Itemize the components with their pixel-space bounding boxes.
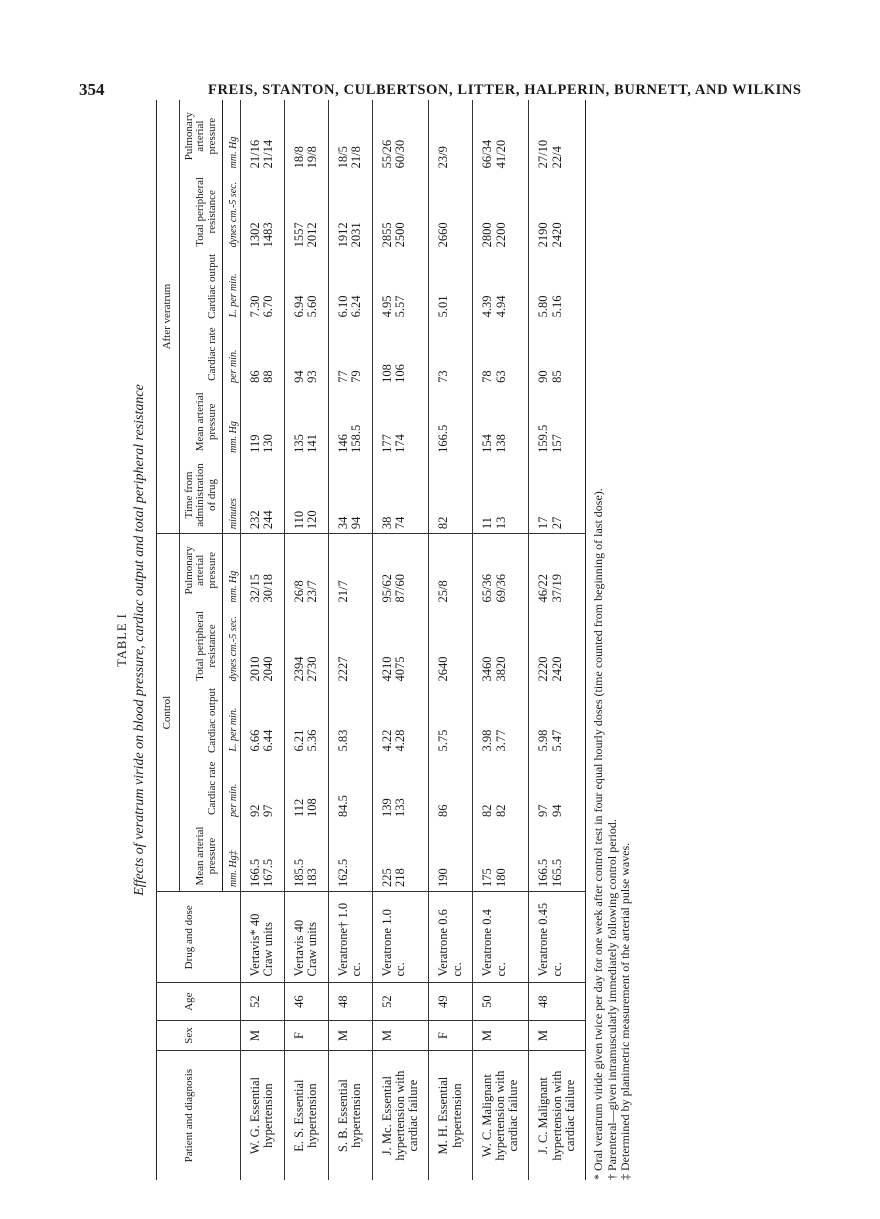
control-tpr-value: 2640 [436, 656, 451, 682]
patient-cell: E. S. Essential hypertension [284, 1051, 328, 1180]
table-row [473, 100, 529, 1180]
after-map-value: 174 [393, 434, 408, 453]
after-pap-value: 18/8 [291, 146, 306, 169]
after-output-cell [372, 251, 428, 321]
control-pap-value: 21/7 [335, 580, 350, 603]
patient-cell: W. C. Malignant hypertension with cardiac failure [473, 1051, 529, 1180]
drug-cell: Veratrone 0.4 cc. [473, 892, 529, 983]
after-time-value: 11 [480, 517, 495, 530]
after-output-cell [328, 251, 372, 321]
footnote-2: † Parenteral—given intramuscularly immediately following control period. [604, 819, 619, 1180]
after-pap-cell [372, 100, 428, 172]
after-output-cell [284, 251, 328, 321]
control-map-cell [473, 821, 529, 892]
age-cell: 48 [328, 983, 372, 1020]
header-control-output: Cardiac output [179, 686, 223, 756]
after-rate-value: 78 [480, 370, 495, 383]
after-pap-cell [473, 100, 529, 172]
control-pap-value: 69/36 [493, 573, 508, 603]
after-time-value: 17 [536, 516, 551, 530]
after-rate-value: 88 [261, 370, 276, 383]
control-output-value: 5.75 [436, 729, 451, 752]
after-map-value: 157 [549, 434, 564, 453]
after-tpr-value: 1557 [291, 222, 306, 248]
control-output-value: 6.44 [261, 729, 276, 752]
after-time-value: 38 [379, 516, 394, 530]
after-tpr-value: 1483 [261, 222, 276, 248]
after-time-value: 74 [393, 516, 408, 530]
control-rate-value: 82 [480, 804, 495, 817]
control-map-value: 166.5 [536, 858, 551, 888]
control-output-cell [473, 686, 529, 756]
patient-cell: J. Mc. Essential hypertension with cardiac failure [372, 1051, 428, 1180]
age-cell: 48 [529, 983, 585, 1020]
control-rate-cell [284, 756, 328, 821]
patient-cell: S. B. Essential hypertension [328, 1051, 372, 1180]
after-time-value: 110 [291, 510, 306, 530]
after-tpr-value: 2190 [536, 222, 551, 248]
drug-cell: Vertavis* 40 Craw units [240, 892, 284, 983]
after-map-value: 159.5 [536, 424, 551, 453]
after-map-cell [372, 387, 428, 457]
header-after-tpr: Total peripheral resistance [179, 172, 223, 251]
control-rate-value: 112 [291, 798, 306, 817]
after-time-cell [429, 457, 473, 534]
after-tpr-cell [529, 172, 585, 251]
header-after-pap: Pulmonary arterial pressure [179, 100, 223, 172]
control-output-cell [529, 686, 585, 756]
after-tpr-value: 1302 [247, 222, 262, 248]
control-map-value: 183 [305, 868, 320, 888]
after-time-value: 13 [493, 516, 508, 530]
table-row [328, 100, 372, 1180]
control-tpr-value: 2010 [247, 656, 262, 682]
control-tpr-cell [284, 606, 328, 685]
drug-cell: Veratrone 0.45 cc. [529, 892, 585, 983]
control-pap-cell [529, 534, 585, 607]
control-pap-cell [473, 534, 529, 607]
control-map-value: 162.5 [335, 858, 350, 888]
control-pap-value: 26/8 [291, 580, 306, 603]
after-output-value: 7.30 [247, 295, 262, 318]
control-map-cell [240, 821, 284, 892]
control-pap-value: 37/19 [549, 573, 564, 603]
after-rate-cell [372, 321, 428, 386]
control-rate-cell [529, 756, 585, 821]
running-head: FREIS, STANTON, CULBERTSON, LITTER, HALPERIN, BURNETT, AND WILKINS [208, 82, 802, 98]
after-output-value: 5.57 [393, 295, 408, 318]
control-pap-cell [284, 534, 328, 607]
control-pap-value: 46/22 [536, 573, 551, 603]
after-pap-cell [240, 100, 284, 172]
after-tpr-value: 2420 [549, 222, 564, 248]
control-map-value: 165.5 [549, 858, 564, 888]
control-map-value: 190 [436, 868, 451, 888]
control-output-value: 5.36 [305, 729, 320, 752]
after-tpr-value: 2660 [436, 222, 451, 248]
control-tpr-value: 3820 [493, 656, 508, 682]
after-time-cell [529, 457, 585, 534]
after-map-value: 119 [247, 434, 262, 453]
control-output-value: 4.22 [379, 729, 394, 752]
after-time-value: 34 [335, 516, 350, 530]
header-age: Age [157, 983, 223, 1020]
after-tpr-value: 2500 [393, 222, 408, 248]
after-map-value: 154 [480, 434, 495, 453]
control-tpr-cell [473, 606, 529, 685]
footnotes [592, 100, 633, 1180]
after-map-cell [240, 387, 284, 457]
after-tpr-value: 2012 [305, 222, 320, 248]
drug-cell: Veratrone 0.6 cc. [429, 892, 473, 983]
after-output-value: 4.94 [493, 295, 508, 318]
after-map-cell [284, 387, 328, 457]
control-output-value: 4.28 [393, 729, 408, 752]
unit-control-rate: per min. [228, 783, 240, 817]
after-rate-value: 79 [349, 370, 364, 383]
after-map-value: 146 [335, 434, 350, 453]
control-map-cell [529, 821, 585, 892]
age-cell: 49 [429, 983, 473, 1020]
after-rate-cell [240, 321, 284, 386]
control-pap-cell [328, 534, 372, 607]
footnote-1: * Oral veratrum viride given twice per day for one week after control test in four equal hourly doses (time counted from beginning of last dose). [590, 488, 605, 1180]
after-rate-cell [328, 321, 372, 386]
control-rate-cell [328, 756, 372, 821]
after-pap-value: 21/14 [261, 139, 276, 169]
after-rate-cell [529, 321, 585, 386]
after-output-cell [473, 251, 529, 321]
control-map-cell [284, 821, 328, 892]
after-tpr-value: 2800 [480, 222, 495, 248]
after-output-value: 5.60 [305, 295, 320, 318]
control-output-cell [328, 686, 372, 756]
after-map-value: 138 [493, 434, 508, 453]
unit-control-map: mm. Hg‡ [228, 850, 240, 888]
header-patient: Patient and diagnosis [157, 1051, 223, 1180]
control-rate-value: 92 [247, 804, 262, 817]
header-control-map: Mean arterial pressure [179, 821, 223, 892]
after-output-value: 6.94 [291, 295, 306, 318]
control-tpr-cell [372, 606, 428, 685]
after-pap-cell [429, 100, 473, 172]
control-rate-cell [372, 756, 428, 821]
control-map-value: 180 [493, 868, 508, 888]
after-tpr-cell [328, 172, 372, 251]
control-output-value: 6.66 [247, 729, 262, 752]
after-output-value: 6.70 [261, 295, 276, 318]
after-map-value: 166.5 [436, 424, 451, 453]
control-pap-value: 23/7 [305, 580, 320, 603]
after-pap-value: 21/8 [349, 146, 364, 169]
control-map-cell [372, 821, 428, 892]
after-rate-value: 94 [291, 370, 306, 383]
after-rate-value: 63 [493, 370, 508, 383]
unit-after-pap: mm. Hg [228, 136, 240, 169]
after-tpr-cell [284, 172, 328, 251]
after-output-value: 6.10 [335, 295, 350, 318]
after-map-value: 177 [379, 434, 394, 453]
patient-cell: M. H. Essential hypertension [429, 1051, 473, 1180]
control-tpr-value: 2730 [305, 656, 320, 682]
footnote-3: ‡ Determined by planimetric measurement of the arterial pulse waves. [618, 842, 633, 1180]
rotated-table-frame [112, 100, 782, 1180]
after-rate-value: 86 [247, 370, 262, 383]
sex-cell: M [328, 1020, 372, 1050]
control-tpr-value: 3460 [480, 656, 495, 682]
after-pap-value: 21/16 [247, 139, 262, 169]
after-rate-value: 90 [536, 370, 551, 383]
header-drug: Drug and dose [157, 892, 223, 983]
control-rate-value: 94 [549, 804, 564, 817]
after-rate-cell [473, 321, 529, 386]
table-row [429, 100, 473, 1180]
drug-cell: Veratrone 1.0 cc. [372, 892, 428, 983]
after-rate-value: 108 [379, 364, 394, 383]
control-rate-value: 139 [379, 798, 394, 817]
after-map-value: 130 [261, 434, 276, 453]
after-time-value: 94 [349, 516, 364, 530]
control-tpr-cell [240, 606, 284, 685]
control-tpr-value: 2220 [536, 656, 551, 682]
after-output-value: 4.39 [480, 295, 495, 318]
after-pap-value: 66/34 [480, 139, 495, 169]
age-cell: 50 [473, 983, 529, 1020]
control-output-value: 5.47 [549, 729, 564, 752]
after-tpr-value: 2200 [493, 222, 508, 248]
control-tpr-value: 4210 [379, 656, 394, 682]
table-row [529, 100, 585, 1180]
header-control-tpr: Total peripheral resistance [179, 606, 223, 685]
after-tpr-value: 1912 [335, 222, 350, 248]
control-output-cell [284, 686, 328, 756]
after-map-cell [328, 387, 372, 457]
after-pap-cell [284, 100, 328, 172]
after-time-value: 27 [549, 516, 564, 530]
control-pap-cell [372, 534, 428, 607]
control-tpr-cell [429, 606, 473, 685]
after-tpr-cell [372, 172, 428, 251]
control-tpr-value: 2394 [291, 656, 306, 682]
control-rate-value: 133 [393, 798, 408, 817]
after-pap-value: 27/10 [536, 139, 551, 169]
control-output-cell [240, 686, 284, 756]
unit-after-output: L. per min. [228, 273, 240, 318]
control-rate-value: 108 [305, 798, 320, 817]
after-map-cell [429, 387, 473, 457]
control-rate-value: 84.5 [335, 795, 350, 817]
after-map-value: 141 [305, 434, 320, 453]
unit-control-tpr: dynes cm.-5 sec. [228, 615, 240, 682]
after-time-value: 232 [247, 510, 262, 530]
control-tpr-value: 2227 [335, 656, 350, 682]
after-output-value: 4.95 [379, 295, 394, 318]
after-tpr-cell [473, 172, 529, 251]
control-tpr-value: 2040 [261, 656, 276, 682]
after-time-value: 244 [261, 510, 276, 530]
rotated-table-content [112, 100, 782, 1180]
control-rate-cell [429, 756, 473, 821]
after-tpr-cell [240, 172, 284, 251]
table-caption: TABLE I [115, 613, 129, 667]
control-map-value: 175 [480, 868, 495, 888]
control-tpr-value: 2420 [549, 656, 564, 682]
sex-cell: M [473, 1020, 529, 1050]
control-output-cell [372, 686, 428, 756]
table-row [372, 100, 428, 1180]
after-rate-cell [429, 321, 473, 386]
age-cell: 46 [284, 983, 328, 1020]
header-after-output: Cardiac output [179, 251, 223, 321]
unit-after-map: mm. Hg [228, 421, 240, 453]
after-rate-value: 85 [549, 370, 564, 383]
after-rate-value: 93 [305, 370, 320, 383]
control-output-value: 3.77 [493, 729, 508, 752]
unit-after-tpr: dynes cm.-5 sec. [228, 181, 240, 248]
after-output-cell [240, 251, 284, 321]
sex-cell: F [284, 1020, 328, 1050]
control-pap-value: 30/18 [261, 573, 276, 603]
control-pap-value: 87/60 [393, 573, 408, 603]
control-pap-value: 65/36 [480, 573, 495, 603]
control-output-cell [429, 686, 473, 756]
header-control-rate: Cardiac rate [179, 756, 223, 821]
after-pap-value: 19/8 [305, 146, 320, 169]
control-map-cell [429, 821, 473, 892]
control-rate-cell [240, 756, 284, 821]
sex-cell: M [529, 1020, 585, 1050]
after-pap-value: 18/5 [335, 146, 350, 169]
unit-control-output: L. per min. [228, 707, 240, 752]
after-output-value: 5.01 [436, 295, 451, 318]
after-output-value: 5.16 [549, 295, 564, 318]
control-map-value: 225 [379, 868, 394, 888]
after-rate-cell [284, 321, 328, 386]
control-tpr-cell [328, 606, 372, 685]
header-group-after: After veratrum [157, 100, 180, 534]
control-pap-cell [240, 534, 284, 607]
after-output-value: 6.24 [349, 295, 364, 318]
control-pap-cell [429, 534, 473, 607]
after-pap-cell [529, 100, 585, 172]
unit-after-time: minutes [228, 498, 240, 530]
after-pap-value: 23/9 [436, 146, 451, 169]
after-map-cell [529, 387, 585, 457]
drug-cell: Veratrone† 1.0 cc. [328, 892, 372, 983]
after-pap-value: 41/20 [493, 139, 508, 169]
control-rate-value: 97 [536, 804, 551, 817]
control-rate-value: 82 [493, 804, 508, 817]
header-sex: Sex [157, 1020, 223, 1050]
table-row [240, 100, 284, 1180]
after-map-value: 135 [291, 434, 306, 453]
after-rate-value: 77 [335, 370, 350, 383]
control-tpr-value: 4075 [393, 656, 408, 682]
after-time-cell [372, 457, 428, 534]
after-time-value: 82 [436, 516, 451, 530]
after-time-cell [284, 457, 328, 534]
after-output-value: 5.80 [536, 295, 551, 318]
control-pap-value: 95/62 [379, 573, 394, 603]
after-output-cell [429, 251, 473, 321]
control-map-value: 185.5 [291, 858, 306, 888]
after-pap-value: 60/30 [393, 139, 408, 169]
after-pap-cell [328, 100, 372, 172]
control-output-value: 5.98 [536, 729, 551, 752]
control-map-cell [328, 821, 372, 892]
after-time-cell [473, 457, 529, 534]
header-after-time: Time from administration of drug [179, 457, 223, 534]
control-rate-value: 86 [436, 804, 451, 817]
patient-cell: W. G. Essential hypertension [240, 1051, 284, 1180]
after-pap-value: 55/26 [379, 139, 394, 169]
header-after-map: Mean arterial pressure [179, 387, 223, 457]
unit-after-rate: per min. [228, 349, 240, 383]
after-tpr-cell [429, 172, 473, 251]
control-map-value: 166.5 [247, 858, 262, 888]
header-control-pap: Pulmonary arterial pressure [179, 534, 223, 607]
control-output-value: 6.21 [291, 729, 306, 752]
results-table [156, 100, 586, 1180]
sex-cell: M [240, 1020, 284, 1050]
control-pap-value: 25/8 [436, 580, 451, 603]
after-tpr-value: 2031 [349, 222, 364, 248]
table-title: Effects of veratrum viride on blood pressure, cardiac output and total peripheral resistance [132, 384, 147, 896]
page-number: 354 [79, 80, 105, 99]
control-rate-cell [473, 756, 529, 821]
control-output-value: 3.98 [480, 729, 495, 752]
after-map-value: 158.5 [349, 424, 364, 453]
after-output-cell [529, 251, 585, 321]
after-map-cell [473, 387, 529, 457]
age-cell: 52 [372, 983, 428, 1020]
drug-cell: Vertavis 40 Craw units [284, 892, 328, 983]
control-map-value: 218 [393, 868, 408, 888]
control-pap-value: 32/15 [247, 573, 262, 603]
after-rate-value: 106 [393, 364, 408, 383]
patient-cell: J. C. Malignant hypertension with cardiac failure [529, 1051, 585, 1180]
unit-control-pap: mm. Hg [223, 534, 241, 607]
after-time-value: 120 [305, 510, 320, 530]
control-tpr-cell [529, 606, 585, 685]
age-cell: 52 [240, 983, 284, 1020]
table-row [284, 100, 328, 1180]
control-map-value: 167.5 [261, 858, 276, 888]
control-rate-value: 97 [261, 804, 276, 817]
header-group-control: Control [157, 534, 180, 892]
after-pap-value: 22/4 [549, 146, 564, 169]
after-tpr-value: 2855 [379, 222, 394, 248]
header-after-rate: Cardiac rate [179, 321, 223, 386]
sex-cell: F [429, 1020, 473, 1050]
sex-cell: M [372, 1020, 428, 1050]
after-time-cell [328, 457, 372, 534]
after-time-cell [240, 457, 284, 534]
after-rate-value: 73 [436, 370, 451, 383]
control-output-value: 5.83 [335, 729, 350, 752]
